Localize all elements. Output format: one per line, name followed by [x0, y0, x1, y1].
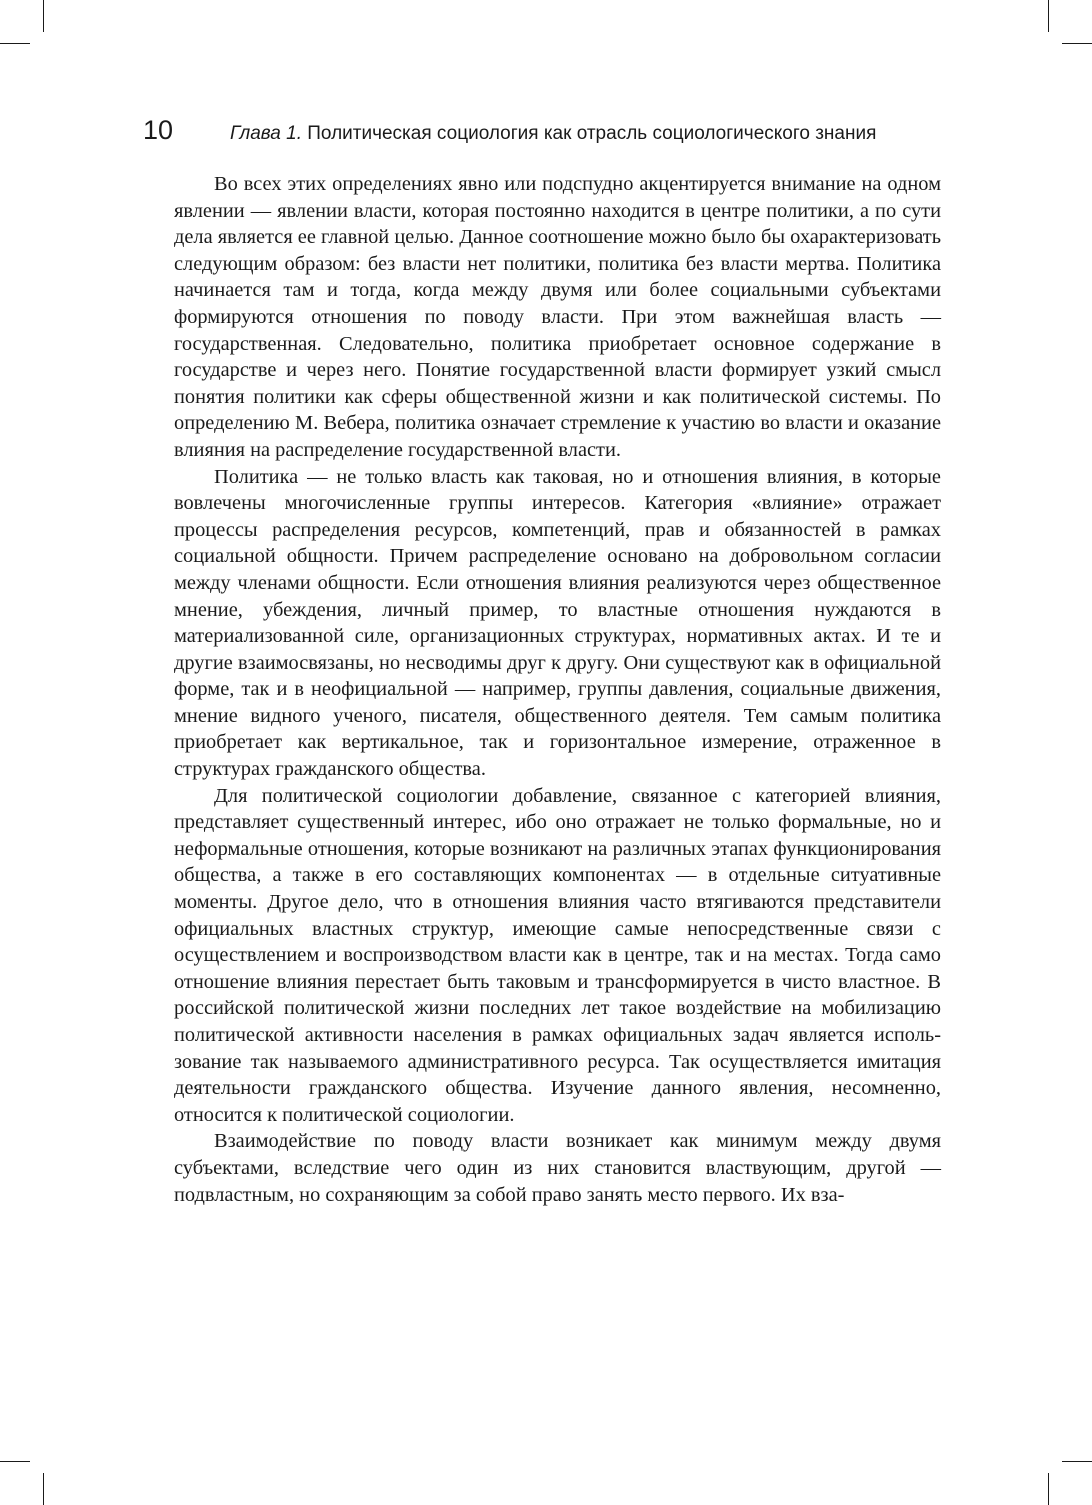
- page-number: 10: [143, 115, 174, 145]
- paragraph: Политика — не только власть как таковая, но и отношения влияния, в которые вовлечены многочисленные группы интересов. Категория «влияние» отражает процессы распределения ресурсов, компетенций, прав и обязанностей в рамках социальной общности. Причем распределение основано на добровольном согласии между членами общности. Если отношения влияния реализуются через общественное мнение, убеждения, личный пример, то властные отношения нуждаются в материализованной силе, организационных структурах, нормативных актах. И те и другие взаимосвязаны, но несводимы друг к другу. Они существуют как в официальной форме, так и в неофициальной — например, группы давления, социальные движения, мнение видного ученого, писателя, общественного деятеля. Тем самым политика приобретает как вертикальное, так и горизонтальное измерение, отраженное в структурах гражданского общества.: [174, 465, 941, 781]
- chapter-title-text: Политическая социология как отрасль социологического знания: [307, 123, 877, 144]
- crop-mark-bottom-left-vertical: [43, 1473, 44, 1505]
- crop-mark-top-right-horizontal: [1062, 43, 1092, 44]
- paragraph: Взаимодействие по поводу власти возникает как минимум между двумя субъектами, вследствие чего один из них становится властвующим, другой — подвластным, но сохраняющим за собой право занять место первого. Их вза-: [174, 1130, 941, 1206]
- chapter-label: Глава 1.: [230, 123, 302, 144]
- running-head: [143, 114, 943, 150]
- crop-mark-bottom-left-horizontal: [0, 1461, 30, 1462]
- text-body: [174, 171, 941, 1208]
- chapter-title: [230, 122, 876, 146]
- crop-mark-top-left-vertical: [43, 0, 44, 32]
- paragraph: Во всех этих определениях явно или подспудно акцентируется внимание на одном явлении — явлении власти, которая постоянно находится в центре политики, а по сути дела является ее главной целью. Данное соотношение можно было бы охарактеризовать следующим образом: без власти нет политики, политика без власти мертва. Политика начинается там и тогда, когда между двумя или более социальными субъектами формируются отношения по поводу власти. При этом важнейшая власть — государственная. Следовательно, политика приобретает основное содержание в государстве и через него. Понятие государственной власти формирует узкий смысл понятия политики как сферы общественной жизни и как политической системы. По определению М. Вебера, политика означает стремление к участию во власти и оказание влияния на распределение государственной власти.: [174, 173, 941, 461]
- paragraph: Для политической социологии добавление, связанное с категорией влияния, представляет существенный интерес, ибо оно отражает не только формальные, но и неформальные отношения, которые возникают на различных этапах функционирования общества, а также в его составляющих компонентах — в отдельные ситуативные моменты. Другое дело, что в отношения влияния часто втягиваются представители официальных властных структур, имеющие самые непосредственные связи с осуществлением и воспроизводством власти как в центре, так и на местах. Тогда само отношение влияния перестает быть таковым и трансформируется в чисто властное. В российской политической жизни последних лет такое воздействие на мобилизацию политической активности населения в рамках официальных задач является использование так называемого административного ресурса. Так осуществляется имитация деятельности гражданского общества. Изучение данного явления, несомненно, относится к политической социологии.: [174, 784, 941, 1126]
- crop-mark-bottom-right-horizontal: [1062, 1461, 1092, 1462]
- crop-mark-bottom-right-vertical: [1048, 1473, 1049, 1505]
- crop-mark-top-left-horizontal: [0, 43, 30, 44]
- crop-mark-top-right-vertical: [1048, 0, 1049, 32]
